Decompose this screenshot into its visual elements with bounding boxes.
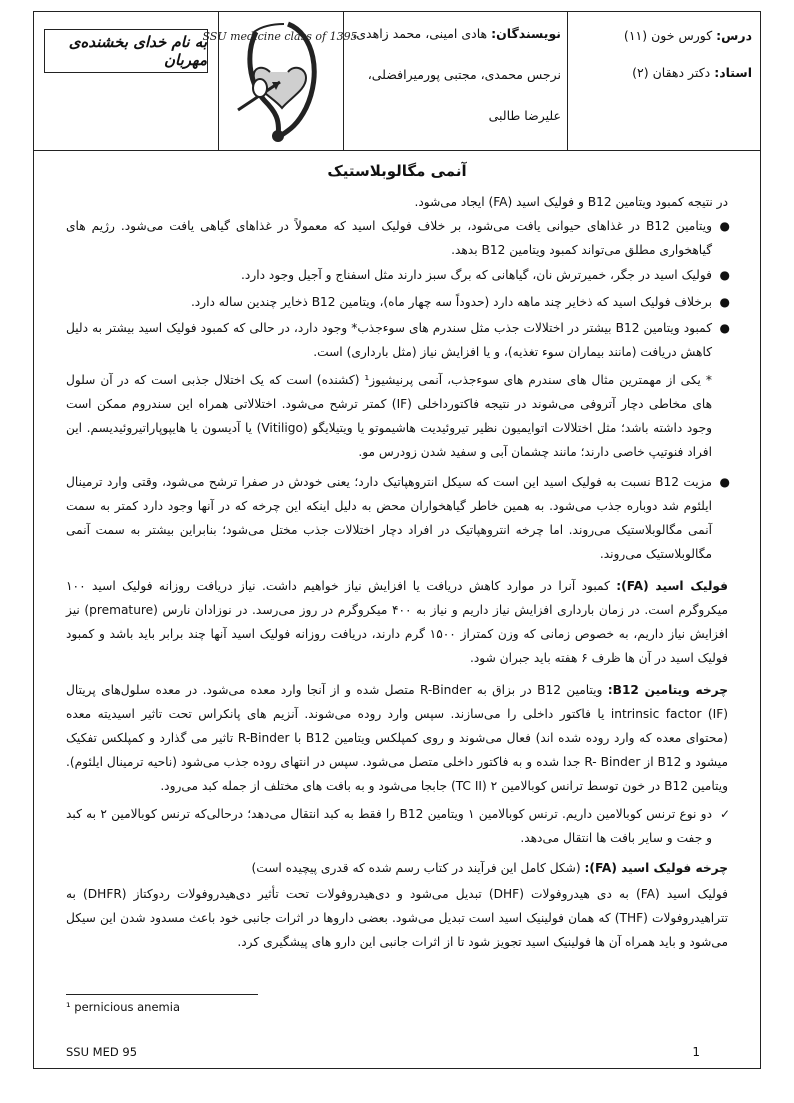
bullet-item: [66, 263, 730, 287]
folic-acid-heading: فولیک اسید (FA):: [616, 579, 729, 593]
teacher-value: دکتر دهقان (۲): [632, 65, 711, 80]
teacher-line: [632, 65, 752, 80]
authors-label: نویسندگان:: [491, 26, 561, 41]
course-value: کورس خون (۱۱): [623, 28, 713, 43]
bismillah-cell: [34, 12, 219, 150]
folic-cycle-paragraph: فولیک اسید (FA) به دی هیدروفولات (DHF) تبدیل می‌شود و دی‌هیدروفولات تحت تأثیر دی‌هیدروفولات ردوکتاز (DHFR) به تتراهیدروفولات (THF) که همان فولینیک اسید است تبدیل می‌شود. بعضی داروها در اثرات جانبی خود باعث مسدود شدن این سیکل می‌شود و باید همراه آن ها فولینیک اسید تجویز شود تا از اثرات جانبی این دارو های پیشگیری کرد.: [66, 887, 728, 949]
page-header: [34, 12, 760, 151]
bullet-item: [66, 290, 730, 314]
teacher-label: استاد:: [714, 65, 752, 80]
logo-cell: [202, 12, 358, 150]
bullet-text: برخلاف فولیک اسید که ذخایر چند ماهه دارد (حدوداً سه چهار ماه)، ویتامین B12 ذخایر چندین ساله دارد.: [190, 295, 712, 309]
intro-paragraph: در نتیجه کمبود ویتامین B12 و فولیک اسید (FA) ایجاد می‌شود.: [414, 195, 728, 209]
bullet-dot-icon: ●: [719, 295, 730, 309]
course-label: درس:: [716, 28, 752, 43]
bullet-item: [66, 214, 730, 262]
check-item: [66, 802, 730, 850]
footer-label: SSU MED 95: [66, 1045, 138, 1059]
bullet-item: [66, 470, 730, 566]
bullet-item: [66, 316, 730, 364]
authors-names-1: هادی امینی، محمد زاهدی،: [352, 26, 488, 41]
bullet-text: کمبود ویتامین B12 بیشتر در اختلالات جذب مثل سندرم های سوءجذب* وجود دارد، در حالی که کمبود فولیک اسید بیشتر به دلیل کاهش دریافت (مانند بیماران سوء تغذیه)، و یا افزایش نیاز (مثل بارداری) است.: [66, 321, 712, 359]
course-cell: [572, 12, 760, 150]
bismillah-text: به نام خدای بخشنده‌ی مهربان: [68, 33, 207, 69]
folic-cycle-heading-line: [66, 856, 728, 880]
b12-cycle-paragraph: [66, 678, 728, 798]
course-line: [624, 28, 752, 43]
footnote-divider: [66, 994, 258, 995]
page-title: آنمی مگالوبلاستیک: [327, 162, 467, 180]
bismillah-box: [44, 29, 208, 73]
bullet-text: مزیت B12 نسبت به فولیک اسید این است که سیکل انتروهپاتیک دارد؛ یعنی خودش در صفرا ترشح می‌شود، وقتی وارد ترمینال ایلئوم شد دوباره جذب می‌شود. به همین خاطر گیاهخواران محض به دلیل اینکه این چرخه که در آنها وجود دارد کمتر به سمت آنمی مگالوبلاستیک می‌روند. اما چرخه انتروهپاتیک در افراد دچار اختلالات جذب مختل می‌شود؛ بنابراین بیشتر به سمت آنمی مگالوبلاستیک می‌روند.: [66, 475, 712, 561]
folic-cycle-heading: چرخه فولیک اسید (FA):: [584, 861, 728, 875]
authors-line-2: نرجس محمدی، مجتبی پورمیرافضلی،: [367, 67, 561, 82]
folic-acid-text: کمبود آنرا در موارد کاهش دریافت یا افزایش نیاز خواهیم داشت. نیاز دریافت روزانه فولیک اسید ۱۰۰ میکروگرم است. در زمان بارداری افزایش نیاز داریم و نیاز به ۴۰۰ میکروگرم در روز می‌رسد. در نوزادان نارس (premature) نیز افزایش نیاز داریم، به خصوص زمانی که وزن کمتراز ۱۵۰۰ گرم دارند، دریافت روزانه فولیک اسید آنها چند برابر باید باشد و کمبود فولیک اسید در آن ها ظرف ۶ هفته باید جبران شود.: [66, 579, 728, 665]
authors-line-3: علیرضا طالبی: [488, 108, 561, 123]
page-frame: [33, 11, 761, 1069]
authors-cell: [347, 12, 568, 150]
page-content: [34, 150, 760, 1068]
bullet-dot-icon: ●: [719, 268, 730, 282]
bullet-dot-icon: ●: [719, 219, 730, 233]
logo-text: SSU medicine class of 1395: [202, 30, 358, 43]
bullet-text: ویتامین B12 در غذاهای حیوانی یافت می‌شود، بر خلاف فولیک اسید که معمولاً در غذاهای گیاهی یافت می‌شود. رژیم های گیاهخواری مطلق می‌تواند کمبود ویتامین B12 بدهد.: [66, 219, 712, 257]
b12-cycle-heading: چرخه ویتامین B12:: [607, 683, 729, 697]
note-paragraph: * یکی از مهمترین مثال های سندرم های سوءجذب، آنمی پرنیشیوز¹ (کشنده) است که یک اختلال جذبی است که در آن سلول های مخاطی دچار آتروفی می‌شوند در نتیجه فاکتورداخلی (IF) کمتر ترشح می‌شود. اختلالاتی همراه این سندروم ممکن است وجود داشته باشد؛ مثل اختلالات اتوایمیون نظیر تیروئیدیت هاشیموتو یا ویتیلایگو (Vitiligo) یا آدیسون یا هایپوپاراتیروئیدیسم. این افراد فنوتیپ خاصی دارند؛ مانند چشمان آبی و سفید شدن زودرس مو.: [66, 373, 712, 459]
authors-line-1: [352, 26, 561, 41]
folic-cycle-note: (شکل کامل این فرآیند در کتاب رسم شده که قدری پیچیده است): [251, 861, 581, 875]
footnote: ¹ pernicious anemia: [66, 1000, 180, 1014]
stethoscope-logo-icon: [202, 12, 358, 146]
check-item-text: دو نوع ترنس کوبالامین داریم. ترنس کوبالامین ۱ ویتامین B12 را فقط به کبد انتقال می‌دهد؛ درحالی‌که ترنس کوبالامین ۲ به کبد و جفت و سایر بافت ها انتقال می‌دهد.: [66, 807, 712, 845]
bullet-dot-icon: ●: [719, 475, 730, 489]
checkmark-icon: ✓: [719, 807, 730, 821]
page-number: 1: [692, 1045, 700, 1059]
bullet-text: فولیک اسید در جگر، خمیرترش نان، گیاهانی که برگ سبز دارند مثل اسفناج و آجیل وجود دارد.: [241, 268, 712, 282]
bullet-dot-icon: ●: [719, 321, 730, 335]
folic-acid-paragraph: [66, 574, 728, 670]
b12-cycle-text: ویتامین B12 در بزاق به R-Binder متصل شده و از آنجا وارد معده می‌شود. در معده سلول‌های پریتال intrinsic factor (IF) یا فاکتور داخلی را می‌سازند. سپس وارد روده می‌شوند. آنزیم های پانکراس تحت تاثیر اسیدیته معده (محتوای معده که وارد روده شده اند) فعال می‌شوند و روی کمپلکس ویتامین B12 با R-Binder تاثیر می گذارد و کمپلکس تفکیک میشود و B12 از R- Binder جدا شده و به فاکتور داخلی متصل می‌شود. سپس در انتهای روده جذب می‌شود (ناحیه ترمینال ایلئوم). ویتامین B12 در خون توسط ترانس کوبالامین ۲ (TC II) جابجا می‌شود و به بافت های مختلف از جمله کبد می‌رود.: [66, 683, 729, 793]
